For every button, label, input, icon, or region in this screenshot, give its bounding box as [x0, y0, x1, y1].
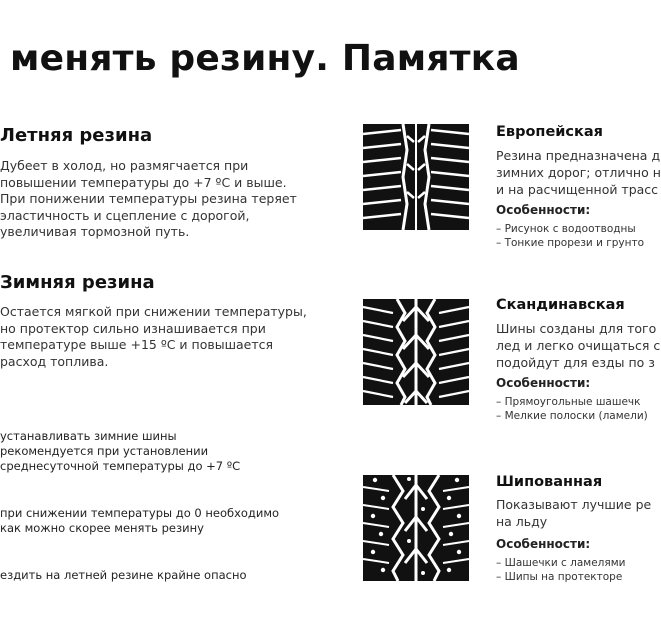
page-title: менять резину. Памятка [10, 38, 520, 79]
note-change [0, 506, 279, 536]
type-scandinavian-name: Скандинавская [496, 297, 625, 313]
type-studded-features-label: Особенности: [496, 537, 591, 551]
desc-line: на льду [496, 514, 548, 529]
studded-tread-icon [363, 475, 469, 581]
note-danger [0, 568, 247, 583]
type-scandinavian-desc [496, 320, 660, 371]
winter-line: расход топлива. [0, 353, 109, 369]
type-scandinavian-features [496, 395, 648, 423]
summer-line: эластичность и сцепление с дорогой, [0, 207, 250, 223]
feature-item: – Тонкие прорези и грунто [496, 237, 645, 249]
summer-line: увеличивая тормозной путь. [0, 224, 190, 239]
desc-line: зимних дорог; отлично н [496, 165, 661, 180]
note-line: при снижении температуры до 0 необходимо [0, 506, 280, 520]
type-european-desc [496, 147, 661, 198]
summer-text [0, 158, 297, 241]
type-studded-features [496, 556, 625, 584]
type-european-features [496, 222, 644, 250]
note-line: среднесуточной температуры до +7 ºС [0, 459, 241, 473]
scandinavian-tread-icon [363, 299, 469, 405]
type-studded-desc [496, 496, 651, 530]
feature-item: – Шипы на протекторе [496, 571, 623, 583]
european-tread-icon [363, 124, 469, 230]
summer-line: Дубеет в холод, но размягчается при [0, 158, 249, 173]
note-line: ездить на летней резине крайне опасно [0, 568, 247, 582]
type-european-name: Европейская [496, 124, 603, 140]
feature-item: – Прямоугольные шашечк [496, 396, 641, 408]
type-studded-name: Шипованная [496, 474, 603, 490]
summer-line: При понижении температуры резина теряет [0, 191, 297, 206]
note-line: рекомендуется при установлении [0, 444, 209, 458]
feature-item: – Шашечки с ламелями [496, 557, 626, 569]
winter-heading: Зимняя резина [0, 272, 155, 293]
type-scandinavian-features-label: Особенности: [496, 376, 591, 390]
desc-line: и на расчищенной трасс [496, 182, 659, 197]
note-install [0, 429, 240, 474]
winter-text [0, 304, 307, 370]
desc-line: лед и легко очищаться с [496, 338, 661, 353]
summer-line: повышении температуры до +7 ºС и выше. [0, 174, 287, 190]
summer-heading: Летняя резина [0, 125, 153, 146]
winter-line: Остается мягкой при снижении температуры, [0, 304, 307, 319]
feature-item: – Мелкие полоски (ламели) [496, 410, 648, 422]
desc-line: Шины созданы для тогo [496, 321, 657, 336]
desc-line: Резина предназначена д [496, 148, 661, 163]
note-line: устанавливать зимние шины [0, 429, 177, 443]
desc-line: подойдут для езды по з [496, 355, 655, 370]
feature-item: – Рисунок с водоотводны [496, 223, 636, 235]
type-european-features-label: Особенности: [496, 203, 591, 217]
note-line: как можно скорее менять резину [0, 521, 204, 535]
winter-line: но протектор сильно изнашивается при [0, 320, 266, 336]
desc-line: Показывают лучшие ре [496, 497, 652, 512]
winter-line: температуре выше +15 ºС и повышается [0, 337, 274, 352]
